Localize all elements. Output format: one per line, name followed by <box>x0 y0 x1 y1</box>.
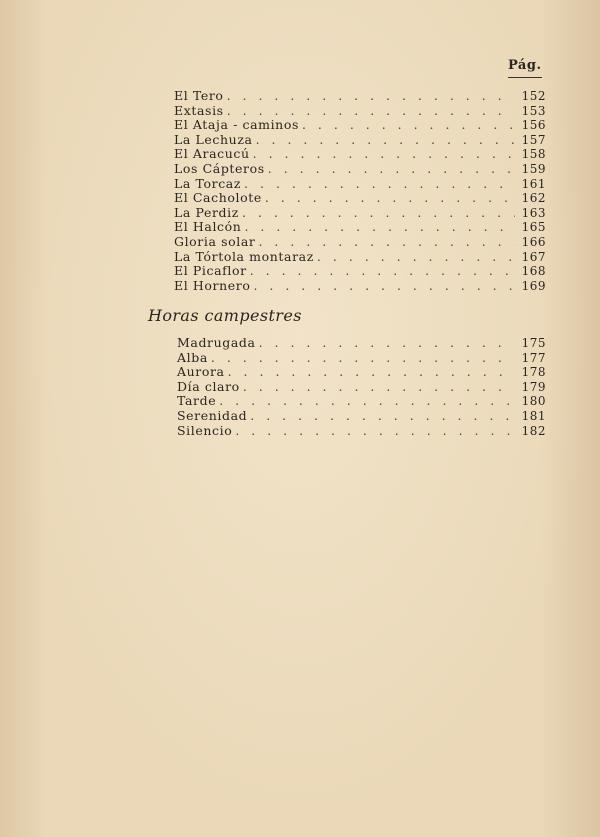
entry-page: 166 <box>521 234 546 249</box>
toc-entry <box>177 336 546 351</box>
entry-page: 178 <box>521 365 546 380</box>
dot-leader <box>250 264 515 279</box>
toc-entry <box>177 409 546 424</box>
entry-title: Los Cápteros <box>174 160 265 176</box>
section-heading: Horas campestres <box>148 306 302 325</box>
entry-title: El Tero <box>174 88 224 103</box>
entry-title: La Tórtola montaraz <box>174 248 314 264</box>
toc-entry <box>174 147 546 162</box>
entry-title: El Ataja - caminos <box>174 117 299 133</box>
toc-entry <box>174 89 546 104</box>
entry-title: El Aracucú <box>174 146 250 162</box>
entry-title: Día claro <box>177 378 240 394</box>
dot-leader <box>259 336 515 351</box>
entry-page: 162 <box>521 191 546 206</box>
dot-leader <box>244 220 515 235</box>
dot-leader <box>317 250 515 265</box>
dot-leader <box>243 380 515 395</box>
entry-page: 152 <box>521 89 546 103</box>
entry-page: 168 <box>521 264 546 279</box>
entry-page: 169 <box>521 278 546 293</box>
entry-page: 156 <box>521 118 546 133</box>
entry-title: El Halcón <box>174 219 242 235</box>
entry-title: Tarde <box>177 393 217 409</box>
dot-leader <box>258 235 515 250</box>
entry-title: Extasis <box>174 102 224 118</box>
toc-entry <box>174 191 546 206</box>
toc-entry <box>174 177 546 192</box>
toc-entry <box>177 351 546 366</box>
entry-title: Serenidad <box>177 407 248 423</box>
toc-section-2 <box>177 336 546 438</box>
entry-title: Aurora <box>177 364 225 380</box>
toc-entry <box>174 250 546 265</box>
toc-entry <box>174 264 546 279</box>
entry-title: Silencio <box>177 422 233 438</box>
entry-title: El Cacholote <box>174 190 262 206</box>
toc-entry <box>174 118 546 133</box>
dot-leader <box>235 424 515 439</box>
toc-entry <box>177 365 546 380</box>
dot-leader <box>250 409 515 424</box>
toc-entry <box>177 380 546 395</box>
entry-page: 181 <box>521 408 546 423</box>
page-column-header: Pág. <box>508 58 542 73</box>
toc-entry <box>177 424 546 439</box>
dot-leader <box>253 147 515 162</box>
dot-leader <box>219 394 515 409</box>
entry-title: Gloria solar <box>174 233 256 249</box>
toc-entry <box>177 394 546 409</box>
dot-leader <box>228 365 515 380</box>
toc-entry <box>174 133 546 148</box>
toc-entry <box>174 235 546 250</box>
entry-title: Alba <box>177 349 208 365</box>
entry-page: 159 <box>521 161 546 176</box>
entry-page: 180 <box>521 394 546 409</box>
dot-leader <box>265 191 515 206</box>
dot-leader <box>302 118 515 133</box>
toc-entry <box>174 162 546 177</box>
entry-title: La Perdiz <box>174 204 239 220</box>
dot-leader <box>268 162 515 177</box>
entry-page: 167 <box>521 249 546 264</box>
entry-title: La Lechuza <box>174 131 253 147</box>
dot-leader <box>253 279 515 294</box>
toc-entry <box>174 279 546 294</box>
entry-page: 177 <box>521 350 546 365</box>
header-rule <box>508 77 542 78</box>
toc-entry <box>174 104 546 119</box>
toc-section-1 <box>174 89 546 293</box>
dot-leader <box>227 89 515 104</box>
dot-leader <box>227 104 515 119</box>
dot-leader <box>211 351 515 366</box>
entry-page: 165 <box>521 220 546 235</box>
entry-title: Madrugada <box>177 335 256 350</box>
toc-entry <box>174 206 546 221</box>
entry-page: 158 <box>521 147 546 162</box>
entry-title: El Picaflor <box>174 263 247 279</box>
entry-page: 163 <box>521 205 546 220</box>
entry-page: 179 <box>521 379 546 394</box>
entry-page: 182 <box>521 423 546 438</box>
dot-leader <box>244 177 515 192</box>
entry-title: El Hornero <box>174 277 251 293</box>
entry-title: La Torcaz <box>174 175 242 191</box>
entry-page: 175 <box>521 336 546 350</box>
dot-leader <box>242 206 515 221</box>
dot-leader <box>256 133 515 148</box>
entry-page: 161 <box>521 176 546 191</box>
toc-entry <box>174 220 546 235</box>
entry-page: 153 <box>521 103 546 118</box>
entry-page: 157 <box>521 132 546 147</box>
